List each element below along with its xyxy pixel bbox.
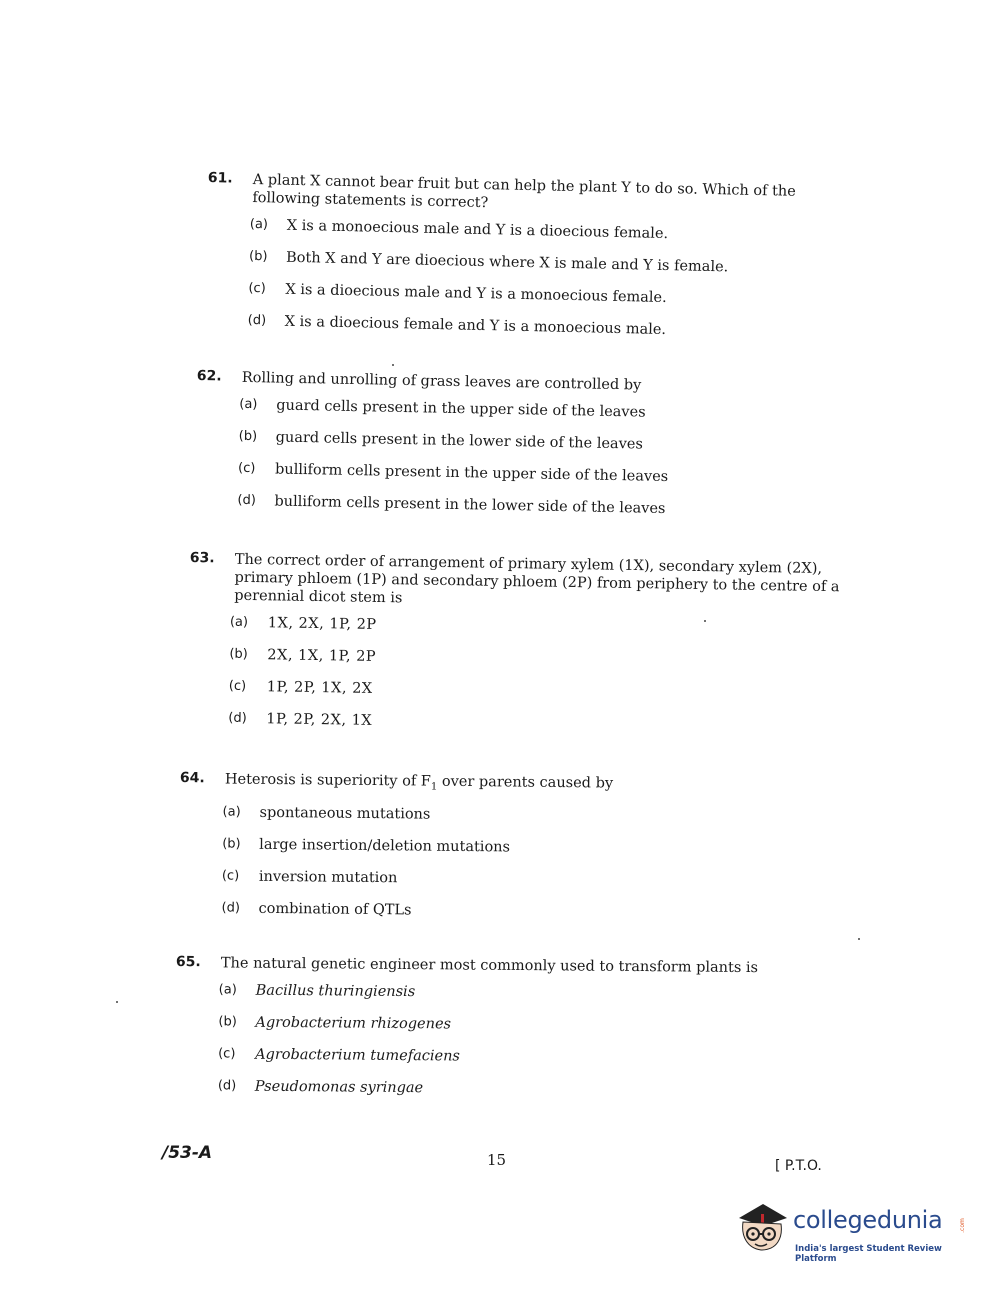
please-turn-over: [ P.T.O. xyxy=(775,1158,822,1174)
option-text: Agrobacterium tumefaciens xyxy=(255,1046,460,1065)
question-61 xyxy=(204,170,868,358)
option-label: (b) xyxy=(238,428,258,445)
option-label: (d) xyxy=(237,492,257,509)
scan-speck xyxy=(858,938,860,940)
option-text: large insertion/deletion mutations xyxy=(259,836,511,856)
question-stem: The natural genetic engineer most commonly used to transform plants is xyxy=(220,955,759,977)
option-label: (b) xyxy=(229,646,248,662)
option-text: Agrobacterium rhizogenes xyxy=(255,1014,452,1033)
option-text: Bacillus thuringiensis xyxy=(255,982,416,1001)
question-stem: A plant X cannot bear fruit but can help the plant Y to do so. Which of the following statements is correct? xyxy=(252,171,796,212)
scan-speck xyxy=(704,620,706,622)
option-text: X is a monoecious male and Y is a dioecious female. xyxy=(286,217,669,243)
option-label: (a) xyxy=(222,804,241,820)
paper-code: /53-A xyxy=(162,1143,213,1163)
question-63 xyxy=(187,550,850,752)
option-text: 1X, 2X, 1P, 2P xyxy=(267,615,377,633)
option-d xyxy=(178,900,858,939)
option-label: (c) xyxy=(237,460,256,477)
option-text: Pseudomonas syringae xyxy=(254,1078,424,1097)
option-d xyxy=(175,1078,775,1115)
brand-dotcom: .com xyxy=(958,1218,966,1233)
option-text: bulliform cells present in the lower side of the leaves xyxy=(274,493,666,518)
question-65 xyxy=(175,954,776,1115)
option-text: inversion mutation xyxy=(258,868,398,887)
option-a xyxy=(175,982,775,1019)
option-label: (c) xyxy=(218,1046,236,1062)
option-text: 2X, 1X, 1P, 2P xyxy=(267,647,377,665)
stem-subscript: 1 xyxy=(430,781,438,793)
option-label: (a) xyxy=(218,982,237,998)
student-face-logo-icon xyxy=(733,1196,791,1256)
option-label: (d) xyxy=(247,312,267,329)
option-c xyxy=(175,1046,775,1083)
option-text: Both X and Y are dioecious where X is male and Y is female. xyxy=(285,249,729,276)
page-number: 15 xyxy=(487,1151,507,1169)
stem-text-after: over parents caused by xyxy=(437,773,614,792)
option-label: (d) xyxy=(217,1078,237,1094)
option-label: (c) xyxy=(228,678,247,694)
question-64 xyxy=(178,770,860,939)
option-label: (c) xyxy=(221,868,240,884)
option-label: (b) xyxy=(222,836,241,852)
option-text: bulliform cells present in the upper side of the leaves xyxy=(274,461,669,486)
option-text: guard cells present in the upper side of the leaves xyxy=(276,397,646,421)
option-text: X is a dioecious male and Y is a monoecious female. xyxy=(285,281,667,307)
scan-speck xyxy=(392,364,394,366)
question-62 xyxy=(194,368,877,537)
collegedunia-watermark xyxy=(733,1196,973,1266)
question-stem xyxy=(225,770,860,801)
question-number: 64. xyxy=(179,770,205,787)
question-stem: The correct order of arrangement of primary xylem (1X), secondary xylem (2X), primary phloem (1P) and secondary phloem (2P) from periphery to the centre of a perennial dicot stem is xyxy=(234,551,840,607)
stem-text: Heterosis is superiority of F xyxy=(224,771,432,790)
brand-name: collegedunia xyxy=(793,1206,943,1234)
option-label: (d) xyxy=(228,710,247,726)
brand-tagline: India's largest Student Review Platform xyxy=(795,1244,942,1264)
option-text: 1P, 2P, 1X, 2X xyxy=(266,679,373,697)
option-label: (a) xyxy=(249,216,269,233)
option-b xyxy=(175,1014,775,1051)
option-label: (b) xyxy=(248,248,268,265)
option-text: X is a dioecious female and Y is a monoecious male. xyxy=(284,313,667,339)
option-label: (c) xyxy=(248,280,266,297)
question-number: 62. xyxy=(196,368,222,385)
option-label: (b) xyxy=(218,1014,237,1030)
option-label: (d) xyxy=(221,900,241,916)
option-text: 1P, 2P, 2X, 1X xyxy=(266,711,373,729)
question-stem: Rolling and unrolling of grass leaves are controlled by xyxy=(241,369,642,394)
option-label: (a) xyxy=(239,396,258,413)
question-number: 63. xyxy=(189,550,215,567)
option-text: guard cells present in the lower side of the leaves xyxy=(275,429,644,453)
question-number: 61. xyxy=(207,170,233,187)
question-number: 65. xyxy=(175,954,201,971)
option-text: combination of QTLs xyxy=(258,900,412,919)
option-label: (a) xyxy=(229,614,249,630)
scan-speck xyxy=(116,1001,118,1003)
option-text: spontaneous mutations xyxy=(259,804,431,823)
